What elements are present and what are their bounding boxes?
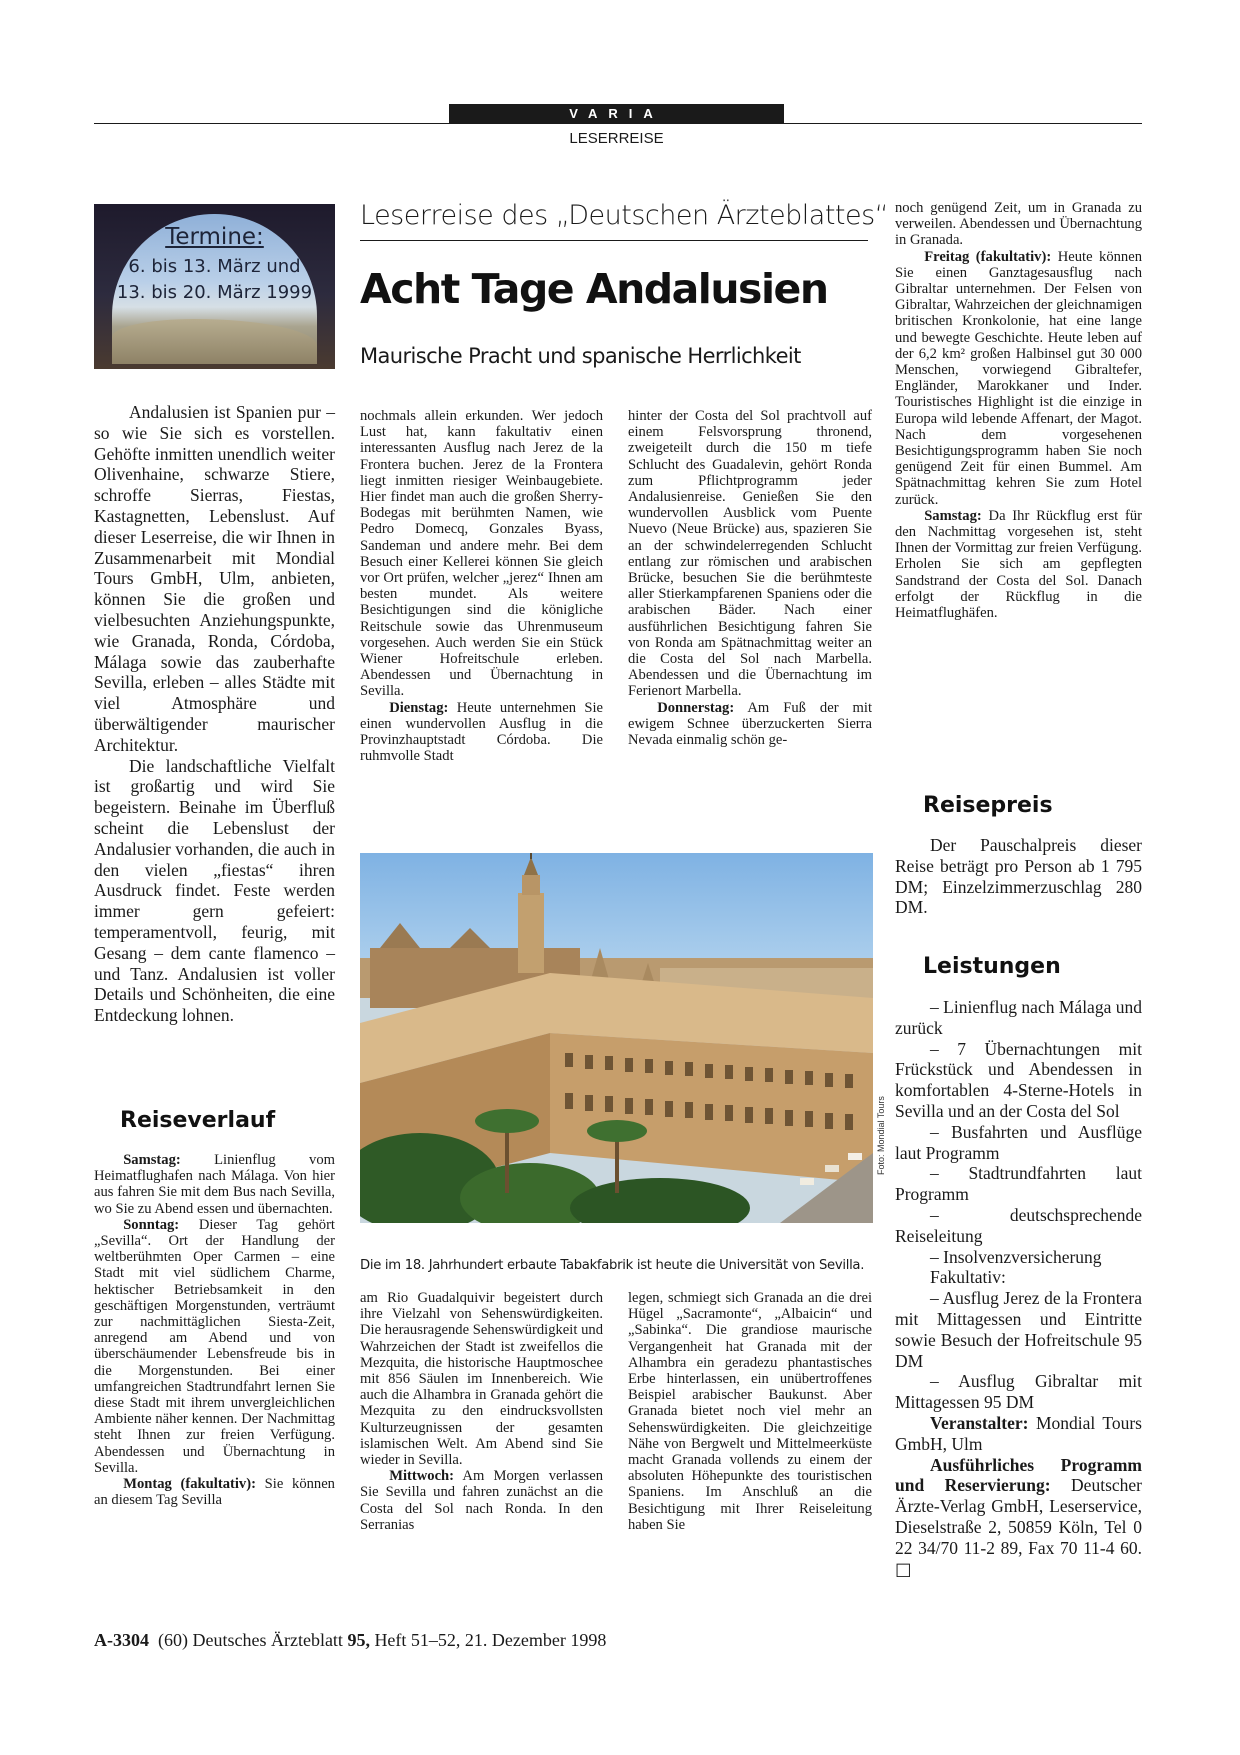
donnerstag-paragraph	[628, 700, 872, 749]
footer-volume: 95,	[347, 1630, 370, 1650]
veranstalter-paragraph	[895, 1413, 1142, 1455]
kicker-rule	[360, 240, 868, 241]
mittwoch-paragraph	[360, 1468, 603, 1533]
leistung-item-5: – deutschsprechende Reiseleitung	[895, 1204, 1142, 1246]
reservierung-text: Deutscher Ärzte-Verlag GmbH, Leserservice, Dieselstraße 2, 50859 Köln, Tel 0 22 34/70 11-2 89, Fax 70 11-4 60.	[895, 1475, 1142, 1558]
sonntag-paragraph	[94, 1217, 335, 1476]
freitag-text: Heute können Sie einen Ganztagesausflug nach Gibraltar unternehmen. Der Felsen von Gibraltar, Wahrzeichen der gleichnamigen britischen Kronkolonie, hat eine lange und bewegte Geschichte. Heute leben auf der 6,2 km² großen Halbinsel gut 30 000 Menschen, vorwiegend Gibraltefer, Engländer, Marokkaner und Inder. Touristisches Highlight ist die einzige in Europa wild lebende Affenart, der Magot. Nach dem vorgesehenen Besichtigungsprogramm haben Sie noch genügend Zeit für einen Bummel. Am Spätnachmittag kehren Sie zum Hotel zurück.	[895, 248, 1143, 508]
freitag-paragraph	[895, 249, 1142, 508]
page-footer	[94, 1630, 606, 1651]
leistungen-heading: Leistungen	[923, 954, 1061, 979]
photo-credit: Foto: Mondial Tours	[876, 1096, 886, 1175]
dienstag-paragraph	[360, 700, 603, 765]
photo-caption: Die im 18. Jahrhundert erbaute Tabakfabrik ist heute die Universität von Sevilla.	[360, 1258, 865, 1273]
subhead: Maurische Pracht und spanische Herrlichkeit	[360, 344, 801, 368]
leistung-item-3: – Busfahrten und Ausflüge laut Programm	[895, 1121, 1142, 1163]
sonntag-label: Sonntag:	[123, 1216, 180, 1233]
dienstag-label: Dienstag:	[389, 699, 449, 716]
column-3-top	[628, 408, 872, 748]
column-2-bottom	[360, 1290, 603, 1533]
samstag-text: Linienflug vom Heimatflughafen nach Málaga. Von hier aus fahren Sie mit dem Bus nach Sevilla, wo Sie zu Abend essen und übernachten.	[94, 1152, 335, 1217]
col3-bottom-text: legen, schmiegt sich Granada an die drei Hügel „Sacramonte“, „Albaicin“ und „Sabinka“. Die grandiose maurische Vergangenheit hat Granada mit der Alhambra ein geradezu phantastisches Erbe hinterlassen, ein unübertroffenes Beispiel arabischer Baukunst. Aber Granada bietet noch viel mehr an Sehenswürdigkeiten. Die gleichzeitige Nähe von Bergwelt und Mittelmeerküste macht Granada vollends zu einem der absoluten Höhepunkte des touristischen Spaniens. Im Anschluß an die Besichtigung mit Ihrer Reiseleitung haben Sie	[628, 1290, 872, 1533]
column-4	[895, 200, 1142, 621]
leistung-item-2: – 7 Übernachtungen mit Frückstück und Abendessen in komfortablen 4-Sterne-Hotels in Sevilla und an der Costa del Sol	[895, 1038, 1142, 1121]
leistungen-list	[895, 997, 1142, 1580]
reisepreis-text-block	[895, 835, 1142, 918]
col4-text: noch genügend Zeit, um in Granada zu verweilen. Abendessen und Übernachtung in Granada.	[895, 200, 1142, 249]
samstag-return-text: Da Ihr Rückflug erst für den Nachmittag vorgesehen ist, steht Ihnen der Vormittag zur freien Verfügung. Erholen Sie sich am gepflegten Sandstrand der Costa del Sol. Danach erfolgt der Rückflug in die Heimatflughäfen.	[895, 507, 1142, 622]
dates-text	[94, 224, 335, 306]
footer-date: Heft 51–52, 21. Dezember 1998	[369, 1630, 607, 1650]
intro-paragraph-1: Andalusien ist Spanien pur – so wie Sie sich es vorstellen. Gehöfte inmitten unendlich weiter Olivenhaine, schwarze Stiere, schroffe Sierras, Fiestas, Kastagnetten, Lebenslust. Auf dieser Leserreise, die wir Ihnen in Zusammenarbeit mit Mondial Tours GmbH, Ulm, anbieten, können Sie die großen und vielbesuchten Anziehungspunkte, wie Granada, Ronda, Córdoba, Málaga sowie das zauberhafte Sevilla, erleben – alles Städte mit viel Atmosphäre und überwältigender maurischer Architektur.	[94, 402, 335, 755]
donnerstag-label: Donnerstag:	[657, 699, 735, 716]
reservierung-paragraph	[895, 1455, 1142, 1581]
section-label: LESERREISE	[569, 130, 664, 147]
reservierung-label: Ausführliches Programm und Reservierung:	[895, 1454, 1142, 1496]
samstag-return-paragraph	[895, 508, 1142, 621]
headline: Acht Tage Andalusien	[360, 265, 828, 313]
optional-item-2: – Ausflug Gibraltar mit Mittagessen 95 DM	[895, 1371, 1142, 1413]
mittwoch-text: Am Morgen verlassen Sie Sevilla und fahren zunächst an die Costa del Sol nach Ronda. In den Serranias	[360, 1468, 603, 1533]
leistung-item-4: – Stadtrundfahrten laut Programm	[895, 1163, 1142, 1205]
montag-text: Sie können an diesem Tag Sevilla	[94, 1476, 335, 1509]
column-3-bottom	[628, 1290, 872, 1533]
veranstalter-label: Veranstalter:	[930, 1412, 1029, 1433]
donnerstag-text: Am Fuß der mit ewigem Schnee überzuckerten Sierra Nevada einmalig schön ge-	[628, 699, 872, 749]
intro-paragraph-2: Die landschaftliche Vielfalt ist großartig und wird Sie begeistern. Beinahe im Überfluß scheint die Lebenslust der Andalusier vorhanden, die auch in den vielen „fiestas“ ihren Ausdruck findet. Feste werden immer gern gefeiert: temperamentvoll, feurig, mit Gesang – dem cante flamenco – und Tanz. Andalusien ist voller Details und Schönheiten, die eine Entdeckung lohnen.	[94, 755, 335, 1026]
kicker: Leserreise des „Deutschen Ärzteblattes“	[360, 200, 889, 231]
freitag-label: Freitag (fakultativ):	[924, 248, 1052, 265]
page-number: A-3304	[94, 1630, 149, 1650]
dates-heading: Termine:	[165, 224, 264, 250]
col2-bottom-text: am Rio Guadalquivir begeistert durch ihre Vielzahl von Sehenswürdigkeiten. Die herausragende Sehenswürdigkeit und Wahrzeichen der Stadt ist zweifellos die Mezquita, die historische Hauptmoschee mit 856 Säulen im Innenbereich. Wie auch die Alhambra in Granada gehört die Mezquita zu den eindrucksvollsten Kulturzeugnissen der gesamten islamischen Welt. Am Abend sind Sie wieder in Sevilla.	[360, 1290, 603, 1469]
mittwoch-label: Mittwoch:	[389, 1468, 455, 1485]
samstag-paragraph	[94, 1152, 335, 1217]
dates-line-2: 13. bis 20. März 1999	[116, 282, 313, 303]
header-rule	[94, 123, 1142, 124]
reiseverlauf-heading: Reiseverlauf	[120, 1108, 276, 1133]
reisepreis-text: Der Pauschalpreis dieser Reise beträgt pro Person ab 1 795 DM; Einzelzimmerzuschlag 280 DM.	[895, 835, 1142, 918]
intro-column	[94, 402, 335, 1026]
dates-box	[94, 204, 335, 369]
dienstag-text: Heute unternehmen Sie einen wundervollen Ausflug in die Provinzhauptstadt Córdoba. Die ruhmvolle Stadt	[360, 699, 603, 765]
tabakfabrik-photo	[360, 853, 873, 1223]
col3-top-text: hinter der Costa del Sol prachtvoll auf einem Felsvorsprung thronend, zweigeteilt durch die 150 m tiefe Schlucht des Guadalevin, gehört Ronda zum Pflichtprogramm jeder Andalusienreise. Genießen Sie den wundervollen Ausblick vom Puente Nuevo (Neue Brücke) aus, spazieren Sie an der schwindelerregenden Schlucht entlang zur römischen und arabischen Brücke, besuchen Sie die berühmteste aller Stierkampfarenen Spaniens oder die arabischen Bäder. Nach einer ausführlichen Besichtigung fahren Sie von Ronda am Spätnachmittag weiter an die Costa del Sol nach Marbella. Abendessen und die Übernachtung im Ferienort Marbella.	[628, 408, 872, 700]
fakultativ-label: Fakultativ:	[930, 1267, 1006, 1288]
footer-issue: (60) Deutsches Ärzteblatt	[149, 1630, 348, 1650]
dates-line-1: 6. bis 13. März und	[128, 256, 301, 277]
samstag-label: Samstag:	[123, 1152, 181, 1168]
montag-label: Montag (fakultativ):	[123, 1476, 256, 1493]
sevilla-cityscape-image	[360, 853, 873, 1223]
section-bar: VARIA	[449, 104, 784, 123]
samstag-return-label: Samstag:	[924, 507, 982, 524]
reisepreis-heading: Reisepreis	[923, 793, 1053, 818]
end-mark-icon: □	[895, 1559, 912, 1580]
reiseverlauf-column	[94, 1152, 335, 1508]
veranstalter-text: Mondial Tours GmbH, Ulm	[895, 1412, 1142, 1454]
leistung-item-1: – Linienflug nach Málaga und zurück	[895, 997, 1142, 1038]
column-2-top	[360, 408, 603, 764]
col2-top-text: nochmals allein erkunden. Wer jedoch Lust hat, kann fakultativ einen interessanten Ausflug nach Jerez de la Frontera buchen. Jerez de la Frontera liegt inmitten riesiger Weinbaugebiete. Hier findet man auch die großen Sherry-Bodegas mit berühmten Namen, wie Pedro Domecq, Gonzales Byass, Sandeman und andere mehr. Bei dem Besuch einer Kellerei können Sie gleich vor Ort prüfen, welcher „jerez“ Ihnen am besten mundet. Als weitere Besichtigungen sind die königliche Reitschule sowie das Uhrenmuseum vorgesehen. Auch werden Sie ein Stück Wiener Hofreitschule erleben. Abendessen und Übernachtung in Sevilla.	[360, 408, 603, 700]
leistung-item-6: – Insolvenzversicherung	[930, 1246, 1102, 1267]
sonntag-text: Dieser Tag gehört „Sevilla“. Ort der Handlung der weltberühmten Oper Carmen – eine Stadt mit viel südlichem Charme, hektischer Betriebsamkeit in den geschäftigen Morgenstunden, verträumt zur nachmittäglichen Siesta-Zeit, anregend am Abend und von überschäumender Lebensfreude bis in die Morgenstunden. Bei einer umfangreichen Stadtrundfahrt lernen Sie diese Stadt mit ihrem unvergleichlichen Ambiente näher kennen. Der Nachmittag steht Ihnen zur freien Verfügung. Abendessen und Übernachtung in Sevilla.	[94, 1216, 335, 1476]
optional-item-1: – Ausflug Jerez de la Frontera mit Mittagessen und Eintritte sowie Besuch der Hofreitschule 95 DM	[895, 1288, 1142, 1371]
montag-paragraph	[94, 1476, 335, 1508]
